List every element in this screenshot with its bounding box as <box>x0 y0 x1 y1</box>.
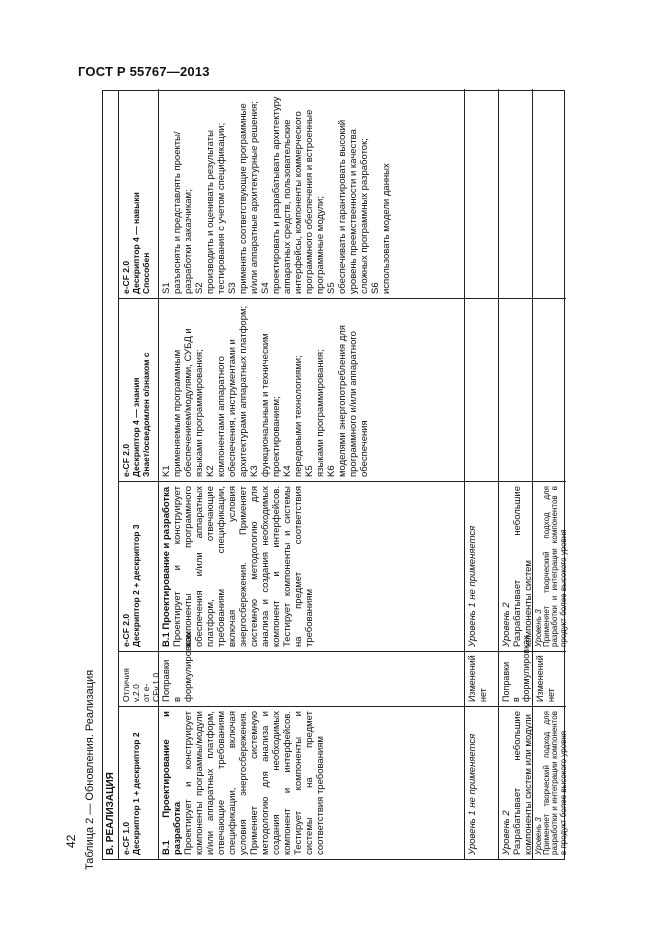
row1-col1-text: Проектирует и конструирует компоненты программы/модули и/или аппаратных платформ, отвечающие требованиям спецификации, включая условия энергосбережения. Применяет системную методологию для анализа и создания необходимых компонент и интерфейсов. Тестирует компоненты и системы на предмет соответствия требованиям <box>183 711 326 855</box>
row3-col5 <box>499 89 533 298</box>
row3-col1-text: Разрабатывает небольшие компоненты систем или модули <box>512 711 534 855</box>
row3-col1-level: Уровень 2 <box>501 810 512 855</box>
row4-col2: Изменений нет <box>533 651 566 706</box>
row3-col3-level: Уровень 2 <box>501 602 512 647</box>
row1-col3-text: Проектирует и конструирует компоненты программного обеспечения и/или аппаратных платформ, отвечающие требованиям спецификации, включая условия энергосбережения. Применяет системную методологию для анализа и создания необходимых компонент и интерфейсов. Тестирует компоненты и системы на предмет соответствия требованиям <box>172 486 315 647</box>
row4-col1-level: Уровень 3 <box>534 817 543 855</box>
col-header-5: e-CF 2.0 Дескриптор 4 — навыки Способен <box>119 89 159 298</box>
page-number: 42 <box>64 834 78 848</box>
row3-col3-text: Разрабатывает небольшие компоненты систем <box>512 486 534 647</box>
col-header-1: e-CF 1.0 Дескриптор 1 + дескриптор 2 <box>119 706 159 859</box>
row1-col3-title: В.1 Проектирование и разработка <box>161 486 172 647</box>
row3-col4 <box>499 298 533 481</box>
row4-col1 <box>533 706 566 859</box>
row1-col4-knowledge: K1 применяемым программным обеспечением/модулями, СУБД и языками программирования; K2 компонентами аппаратного обеспечения, инструментами и архитектурами аппаратных платформ; K3 функциональным и техническим проектированием; K4 передовыми технологиями; K5 языками программирования; K6 моделями энергопотребления для программного и/или аппаратного обеспечения <box>159 298 465 481</box>
row1-col1-title: В.1 Проектирование и разработка <box>161 711 183 855</box>
row2-col5 <box>465 89 499 298</box>
section-title: В. РЕАЛИЗАЦИЯ <box>103 91 119 859</box>
col-header-3: e-CF 2.0 Дескриптор 2 + дескриптор 3 <box>119 481 159 651</box>
row1-col3 <box>159 481 465 651</box>
table <box>102 90 568 860</box>
row2-col1: Уровень 1 не применяется <box>465 706 499 859</box>
row2-col3: Уровень 1 не применяется <box>465 481 499 651</box>
row4-col3-text: Применяет творческий подход для разработки и интеграции компонентов в продукт более высокого уровня <box>542 486 568 647</box>
row3-col3 <box>499 481 533 651</box>
row2-col2: Изменений нет <box>465 651 499 706</box>
row4-col3-level: Уровень 3 <box>534 609 543 647</box>
row4-col3 <box>533 481 566 651</box>
row4-col4 <box>533 298 566 481</box>
row3-col2: Поправки в формулировках <box>499 651 533 706</box>
row2-col4 <box>465 298 499 481</box>
row1-col2: Поправки в формулировках <box>159 651 465 706</box>
row1-col5-skills: S1 разъяснять и представлять проекты/разработки заказчикам; S2 производить и оценивать результаты тестирования с учетом спецификации; S3 применять соответствующие программные и/или аппаратные архитектурные решения; S4 проектировать и разрабатывать архитектуру аппаратных средств, пользовательские интерфейсы, компоненты коммерческого программного обеспечения и встроенные программные модули; S5 обеспечивать и гарантировать высокий уровень преемственности и качества сложных программных разработок; S6 использовать модели данных <box>159 89 465 298</box>
row4-col5 <box>533 89 566 298</box>
col-header-2: Отличия v.2.0 от e-CFv.1.0 <box>119 651 159 706</box>
table-caption: Таблица 2 — Обновления. Реализация <box>84 669 96 870</box>
row4-col1-text: Применяет творческий подход для разработки и интеграции компонентов в продукт более высокого уровня <box>542 711 568 855</box>
row3-col1 <box>499 706 533 859</box>
col-header-4: e-CF 2.0 Дескриптор 4 — знания Знает/осведомлен о/знаком с <box>119 298 159 481</box>
row1-col1 <box>159 706 465 859</box>
rotated-table-block <box>84 90 566 870</box>
document-header: ГОСТ Р 55767—2013 <box>78 64 210 79</box>
